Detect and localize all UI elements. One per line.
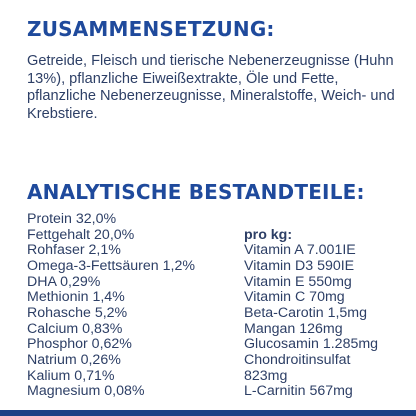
additive-item: Vitamin E 550mg	[244, 273, 352, 290]
additive-item: Chondroitinsulfat	[244, 351, 351, 368]
analysis-item: Rohasche 5,2%	[27, 304, 128, 321]
analysis-item: Rohfaser 2,1%	[27, 242, 121, 259]
analysis-item: Kalium 0,71%	[27, 367, 115, 384]
additive-item: Mangan 126mg	[244, 320, 343, 337]
per-kg-label: pro kg:	[244, 226, 293, 243]
analysis-item: Calcium 0,83%	[27, 320, 123, 337]
additive-item: Vitamin A 7.001IE	[244, 242, 356, 259]
analysis-item: Phosphor 0,62%	[27, 336, 132, 353]
analysis-item: Protein 32,0%	[27, 211, 117, 227]
analysis-item: Fettgehalt 20,0%	[27, 226, 135, 243]
analysis-heading: ANALYTISCHE BESTANDTEILE:	[27, 180, 365, 204]
additive-item: Beta-Carotin 1,5mg	[244, 304, 368, 321]
analysis-item: Omega-3-Fettsäuren 1,2%	[27, 257, 195, 274]
analysis-right-column	[244, 228, 378, 400]
analysis-item: DHA 0,29%	[27, 273, 101, 290]
analysis-left-column	[27, 212, 195, 400]
composition-heading: ZUSAMMENSETZUNG:	[27, 17, 275, 41]
additive-item: L-Carnitin 567mg	[244, 383, 353, 400]
analysis-item: Natrium 0,26%	[27, 351, 121, 368]
additive-item: Vitamin C 70mg	[244, 289, 345, 306]
composition-text: Getreide, Fleisch und tierische Nebenerzeugnisse (Huhn 13%), pflanzliche Eiweißextrakte, Öle und Fette, pflanzliche Nebenerzeugnisse, Mineralstoffe, Weich- und Krebstiere.	[27, 53, 395, 122]
additive-item: Vitamin D3 590IE	[244, 257, 355, 274]
analysis-item: Magnesium 0,08%	[27, 383, 145, 400]
bottom-bar	[0, 410, 416, 416]
additive-item: Glucosamin 1.285mg	[244, 336, 379, 353]
additive-item: 823mg	[244, 367, 288, 384]
analysis-item: Methionin 1,4%	[27, 289, 125, 306]
